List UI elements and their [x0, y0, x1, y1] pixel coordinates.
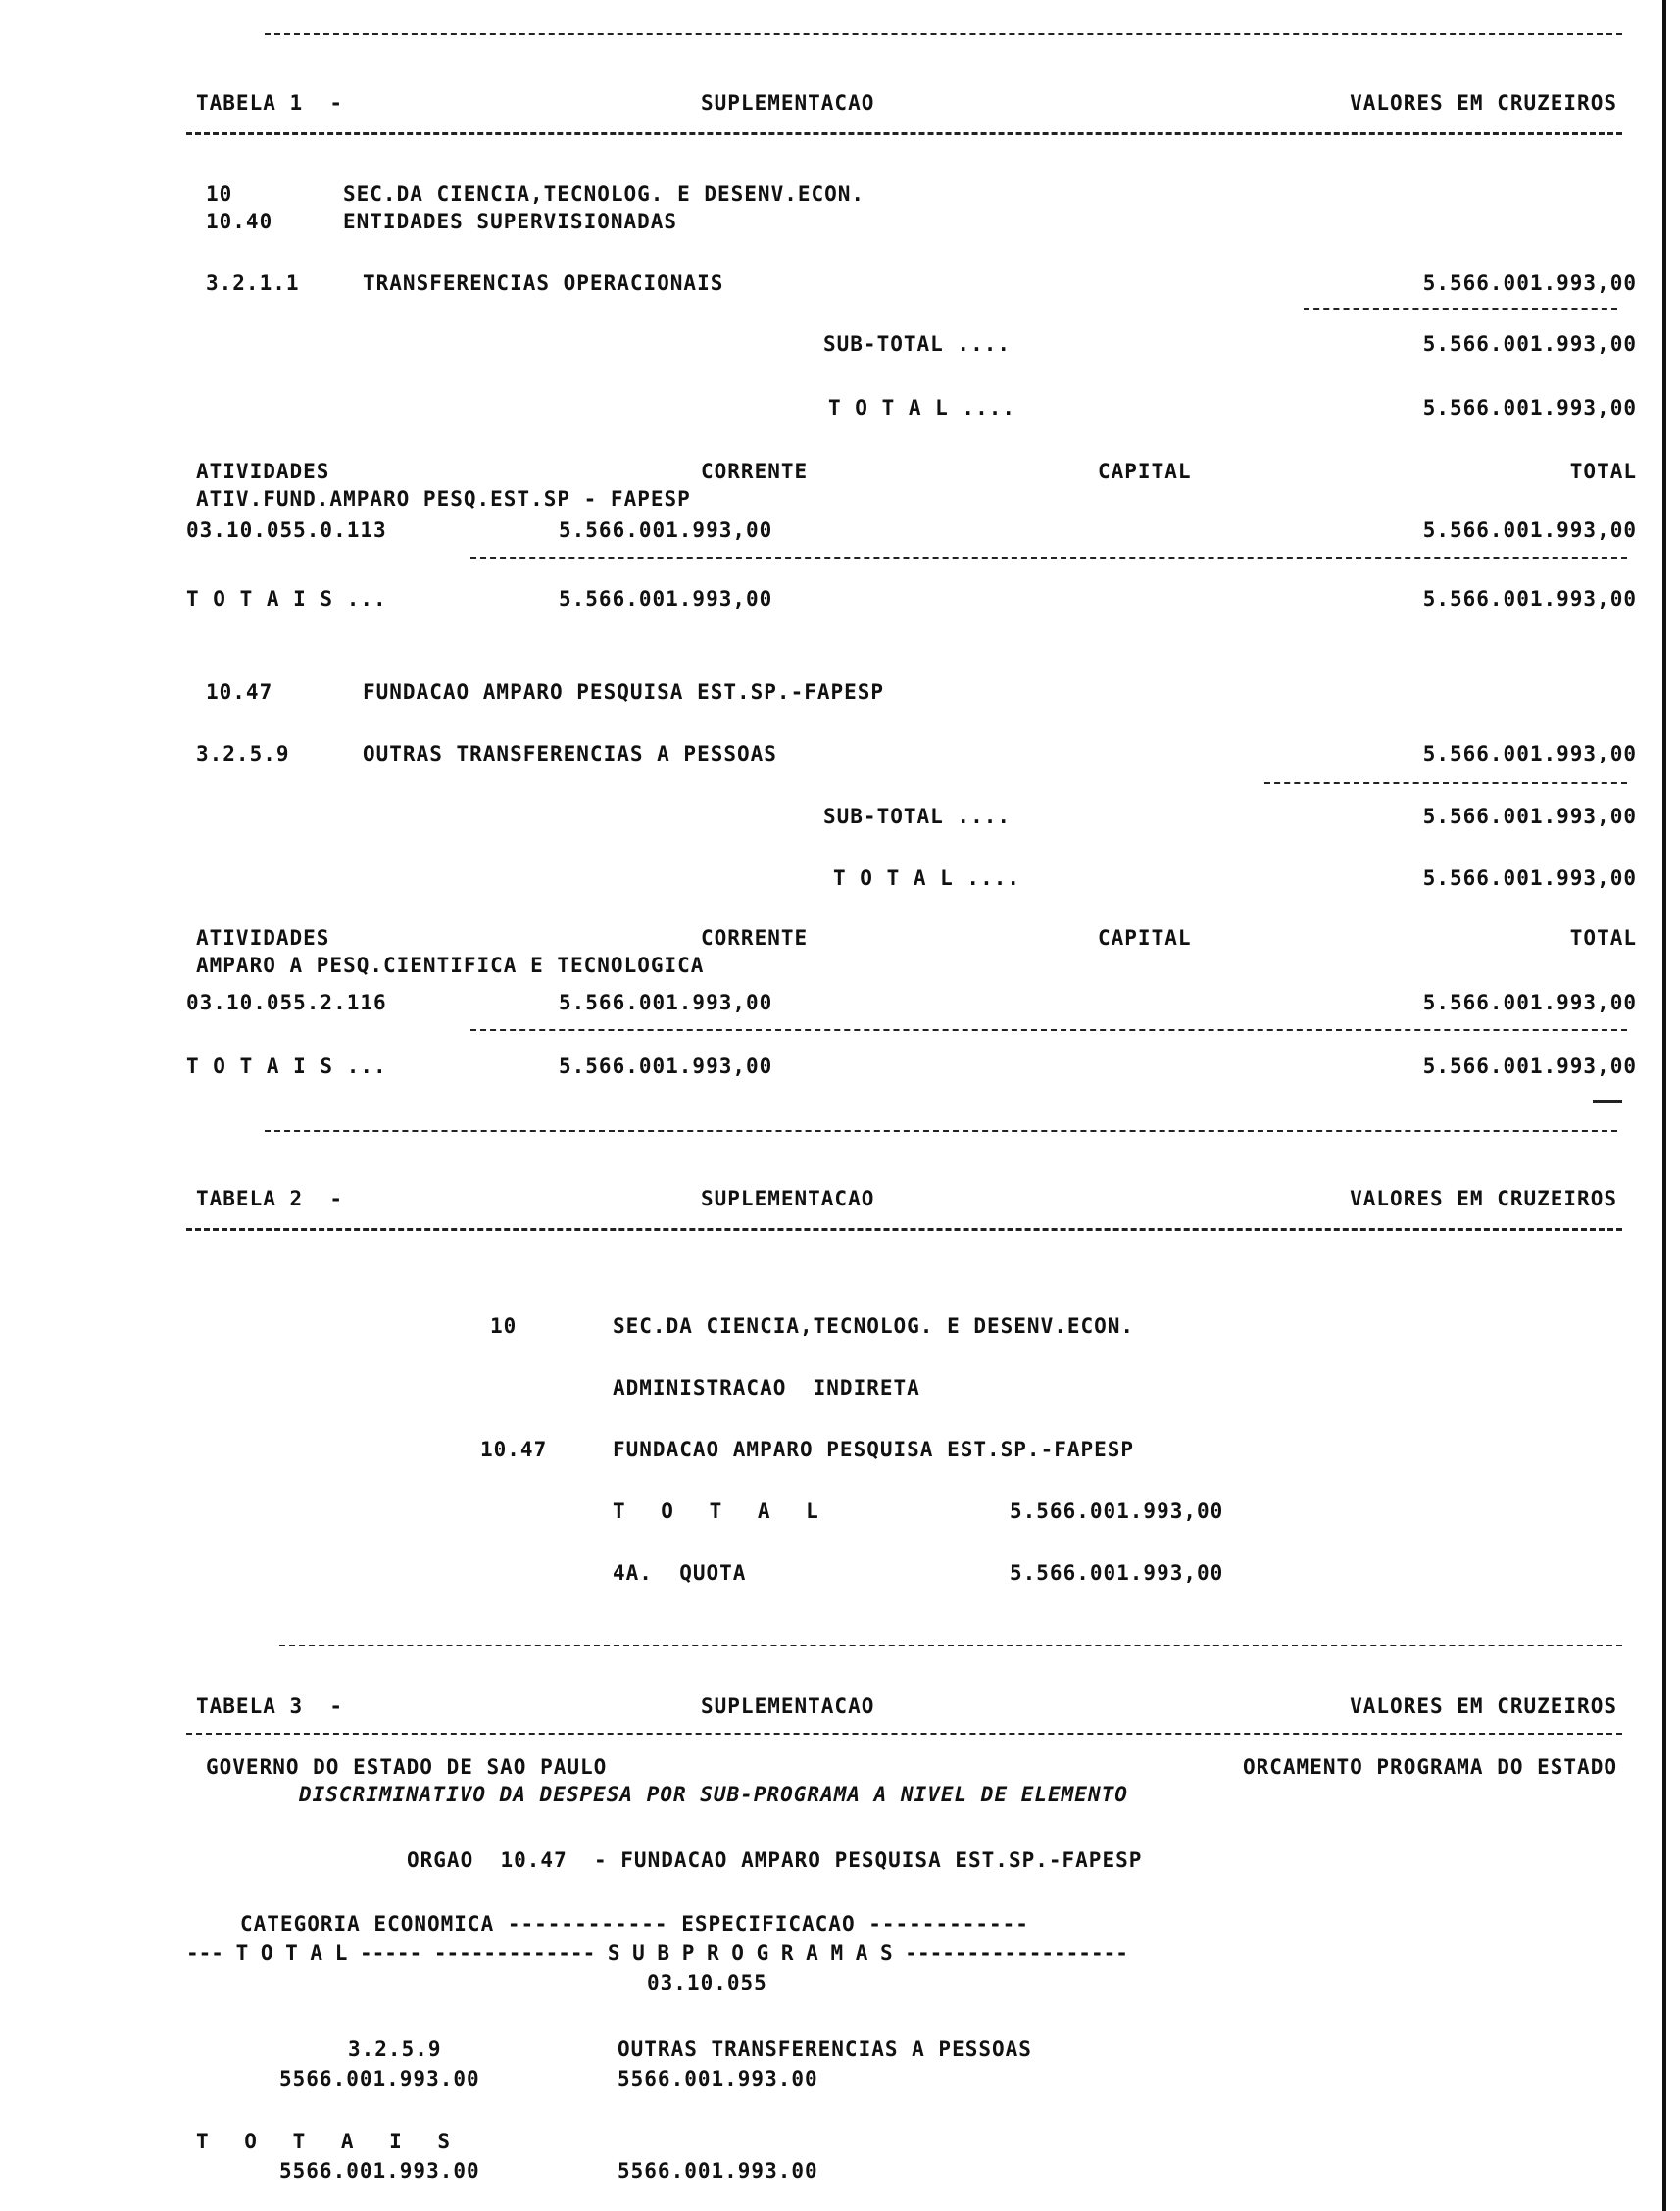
table1-org-name-1: SEC.DA CIENCIA,TECNOLOG. E DESENV.ECON. [343, 182, 865, 206]
table1-unit2-code: 10.47 [206, 680, 273, 704]
table3-cat-line: CATEGORIA ECONOMICA ------------ ESPECIFICACAO ------------ [240, 1912, 1029, 1936]
table1-label: TABELA 1 - [196, 91, 344, 115]
table1-activity-totais-corrente: 5.566.001.993,00 [559, 587, 773, 611]
table1-activity2-rule [470, 1029, 1627, 1031]
table2-sec-name: SEC.DA CIENCIA,TECNOLOG. E DESENV.ECON. [613, 1314, 1135, 1338]
table1-org-code-2: 10.40 [206, 210, 273, 233]
table1-activity-totais-total: 5.566.001.993,00 [1422, 587, 1637, 611]
table1-activity-total: 5.566.001.993,00 [1422, 518, 1637, 542]
table2-unit-code: 10.47 [480, 1438, 548, 1461]
table1-units: VALORES EM CRUZEIROS [1350, 91, 1617, 115]
table1-activity2-total: 5.566.001.993,00 [1422, 991, 1637, 1014]
table1-unit2-name: FUNDACAO AMPARO PESQUISA EST.SP.-FAPESP [363, 680, 885, 704]
table1-element2-name: OUTRAS TRANSFERENCIAS A PESSOAS [363, 742, 777, 765]
table3-header-rule [186, 1733, 1622, 1735]
table2-admin: ADMINISTRACAO INDIRETA [613, 1376, 920, 1400]
table3-orc: ORCAMENTO PROGRAMA DO ESTADO [1242, 1755, 1617, 1779]
table1-element-value: 5.566.001.993,00 [1422, 271, 1637, 295]
table1-activities2-col-corrente: CORRENTE [701, 926, 809, 950]
separator-top [265, 33, 1622, 35]
table1-element-rule [1304, 308, 1617, 310]
table3-elem-sub: 5566.001.993.00 [618, 2067, 818, 2090]
table1-activities-col-corrente: CORRENTE [701, 460, 809, 483]
table1-activity2-corrente: 5.566.001.993,00 [559, 991, 773, 1014]
table1-total-value: 5.566.001.993,00 [1422, 396, 1637, 419]
right-edge-bar [1662, 0, 1666, 2211]
table1-element-code: 3.2.1.1 [206, 271, 300, 295]
table3-orgao: ORGAO 10.47 - FUNDACAO AMPARO PESQUISA EST.SP.-FAPESP [407, 1848, 1143, 1872]
table1-subtotal2-label: SUB-TOTAL .... [823, 805, 1012, 828]
table3-gov: GOVERNO DO ESTADO DE SAO PAULO [206, 1755, 608, 1779]
table2-units: VALORES EM CRUZEIROS [1350, 1187, 1617, 1210]
table2-title: SUPLEMENTACAO [701, 1187, 875, 1210]
table1-activity-corrente: 5.566.001.993,00 [559, 518, 773, 542]
table1-activity-totais-label: T O T A I S ... [186, 587, 387, 611]
table2-total-value: 5.566.001.993,00 [1010, 1499, 1224, 1523]
table3-totais-total: 5566.001.993.00 [279, 2159, 480, 2183]
table1-org-code-1: 10 [206, 182, 233, 206]
table1-header-rule [186, 132, 1622, 135]
table1-subtotal-label: SUB-TOTAL .... [823, 332, 1012, 356]
table3-disc: DISCRIMINATIVO DA DESPESA POR SUB-PROGRAMA A NIVEL DE ELEMENTO [299, 1783, 1128, 1806]
separator-3 [279, 1645, 1622, 1646]
table1-total-label: T O T A L .... [828, 396, 1016, 419]
table1-activities-col-capital: CAPITAL [1098, 460, 1192, 483]
table2-header-rule [186, 1228, 1622, 1231]
table1-element-name: TRANSFERENCIAS OPERACIONAIS [363, 271, 724, 295]
table1-activity2-totais-corrente: 5.566.001.993,00 [559, 1055, 773, 1078]
table1-org-name-2: ENTIDADES SUPERVISIONADAS [343, 210, 678, 233]
table3-elem-code: 3.2.5.9 [348, 2038, 442, 2061]
table1-total2-value: 5.566.001.993,00 [1422, 866, 1637, 890]
table2-quota-value: 5.566.001.993,00 [1010, 1561, 1224, 1585]
separator-2 [265, 1130, 1617, 1132]
table1-activity-code: 03.10.055.0.113 [186, 518, 387, 542]
table3-total-line: --- T O T A L ----- ------------- S U B P R O G R A M A S ------------------ [186, 1941, 1128, 1965]
table1-title: SUPLEMENTACAO [701, 91, 875, 115]
table3-title: SUPLEMENTACAO [701, 1695, 875, 1718]
table1-element2-code: 3.2.5.9 [196, 742, 290, 765]
table1-subtotal-value: 5.566.001.993,00 [1422, 332, 1637, 356]
table1-total2-label: T O T A L .... [833, 866, 1021, 890]
table3-units: VALORES EM CRUZEIROS [1350, 1695, 1617, 1718]
table1-activities-col-total: TOTAL [1569, 460, 1637, 483]
table2-quota-label: 4A. QUOTA [613, 1561, 747, 1585]
table1-subtotal2-value: 5.566.001.993,00 [1422, 805, 1637, 828]
table1-activity2-totais-total: 5.566.001.993,00 [1422, 1055, 1637, 1078]
table1-activity2-name: AMPARO A PESQ.CIENTIFICA E TECNOLOGICA [196, 954, 705, 977]
table3-label: TABELA 3 - [196, 1695, 344, 1718]
table1-activities-col-atividades: ATIVIDADES [196, 460, 330, 483]
table3-elem-total: 5566.001.993.00 [279, 2067, 480, 2090]
table1-activities2-col-total: TOTAL [1569, 926, 1637, 950]
table2-label: TABELA 2 - [196, 1187, 344, 1210]
table1-activity-rule [470, 557, 1627, 559]
table1-activities2-col-atividades: ATIVIDADES [196, 926, 330, 950]
table1-element2-rule [1264, 782, 1627, 784]
table3-totais-label: T O T A I S [196, 2130, 463, 2153]
table3-elem-name: OUTRAS TRANSFERENCIAS A PESSOAS [618, 2038, 1032, 2061]
table1-element2-value: 5.566.001.993,00 [1422, 742, 1637, 765]
table3-subprog-code: 03.10.055 [647, 1971, 767, 1994]
table1-activity2-totais-label: T O T A I S ... [186, 1055, 387, 1078]
table2-unit-name: FUNDACAO AMPARO PESQUISA EST.SP.-FAPESP [613, 1438, 1135, 1461]
table1-activities2-col-capital: CAPITAL [1098, 926, 1192, 950]
table2-sec-code: 10 [490, 1314, 518, 1338]
table3-totais-sub: 5566.001.993.00 [618, 2159, 818, 2183]
table2-total-label: T O T A L [613, 1499, 830, 1523]
table1-activity2-code: 03.10.055.2.116 [186, 991, 387, 1014]
table1-activity-name: ATIV.FUND.AMPARO PESQ.EST.SP - FAPESP [196, 487, 691, 511]
table1-end-mark [1593, 1100, 1622, 1103]
